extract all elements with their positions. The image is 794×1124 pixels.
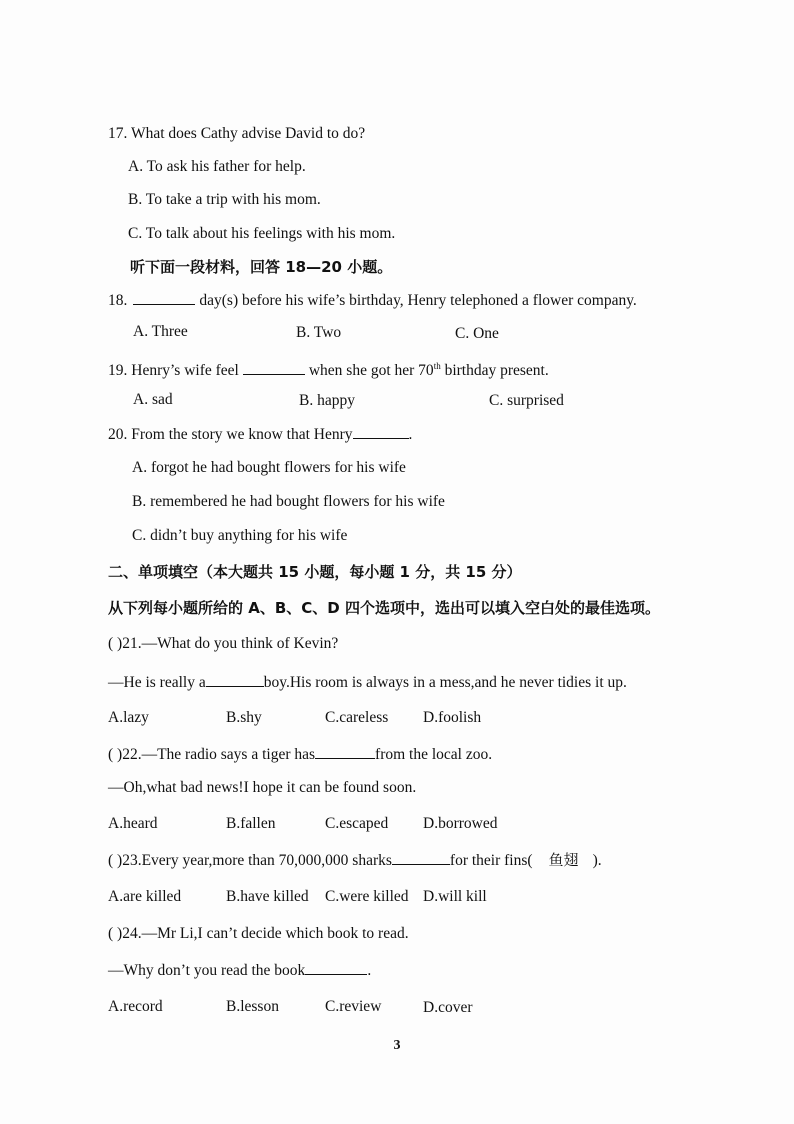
- question-19-superscript: th: [433, 361, 441, 371]
- section-2-instruction: 从下列每小题所给的 A、B、C、D 四个选项中，选出可以填入空白处的最佳选项。: [108, 599, 660, 617]
- question-18-stem: [108, 290, 637, 311]
- question-20-stem: [108, 424, 412, 445]
- section-2-heading: 二、单项填空（本大题共 15 小题，每小题 1 分，共 15 分）: [108, 563, 522, 581]
- question-24-reply-start: —Why don’t you read the book: [108, 962, 306, 979]
- question-23-text-end: for their fins(: [449, 852, 533, 869]
- question-18-option-c: C. One: [455, 325, 499, 342]
- question-23-blank: [392, 850, 450, 865]
- question-21-option-a: A.lazy: [108, 709, 149, 726]
- question-20-option-c: C. didn’t buy anything for his wife: [132, 527, 348, 544]
- question-24-reply: [108, 960, 371, 981]
- question-22-option-b: B.fallen: [226, 815, 276, 832]
- question-22-reply: —Oh,what bad news!I hope it can be found soon.: [108, 779, 417, 796]
- page-number: 3: [393, 1038, 401, 1053]
- question-24-option-c: C.review: [325, 998, 382, 1015]
- question-21-option-c: C.careless: [325, 709, 389, 726]
- question-24-text: 24.—Mr Li,I can’t decide which book to read.: [122, 925, 409, 942]
- answer-paren-22: ( ): [108, 746, 123, 763]
- question-20-blank: [353, 424, 409, 439]
- question-21-text: 21.—What do you think of Kevin?: [122, 635, 339, 652]
- question-22-stem: [108, 744, 492, 765]
- answer-paren-21: ( ): [108, 635, 123, 652]
- question-18-number: 18.: [108, 292, 128, 309]
- answer-paren-23: ( ): [108, 852, 123, 869]
- question-22-blank: [315, 744, 375, 759]
- question-17-option-c: C. To talk about his feelings with his mom.: [128, 225, 396, 242]
- question-21-reply-end: boy.His room is always in a mess,and he never tidies it up.: [263, 674, 627, 691]
- question-23-option-b: B.have killed: [226, 888, 309, 905]
- question-20-option-b: B. remembered he had bought flowers for his wife: [132, 493, 445, 510]
- question-19-option-b: B. happy: [299, 392, 355, 409]
- question-20-lead: 20. From the story we know that Henry: [108, 426, 353, 443]
- question-17-option-b: B. To take a trip with his mom.: [128, 191, 321, 208]
- question-24-option-a: A.record: [108, 998, 163, 1015]
- answer-paren-24: ( ): [108, 925, 123, 942]
- question-23-option-a: A.are killed: [108, 888, 182, 905]
- question-19-option-a: A. sad: [133, 391, 173, 408]
- question-19-text-end: birthday present.: [440, 362, 549, 380]
- listening-instruction-18-20: 听下面一段材料，回答 18—20 小题。: [130, 258, 393, 276]
- question-18-text: day(s) before his wife’s birthday, Henry telephoned a flower company.: [199, 292, 637, 309]
- question-21-reply-start: —He is really a: [108, 674, 206, 691]
- question-19-stem: [108, 356, 549, 381]
- question-23-close: ).: [592, 852, 602, 869]
- question-24-reply-end: .: [367, 962, 372, 979]
- question-18-option-a: A. Three: [133, 323, 188, 340]
- question-21-blank: [206, 672, 264, 687]
- question-18-option-b: B. Two: [296, 324, 342, 341]
- question-19-option-c: C. surprised: [489, 392, 564, 409]
- question-24-blank: [305, 960, 367, 975]
- question-22-option-a: A.heard: [108, 815, 158, 832]
- question-21-reply: [108, 672, 627, 693]
- question-24-option-d: D.cover: [423, 999, 473, 1016]
- question-17-option-a: A. To ask his father for help.: [128, 158, 306, 175]
- question-19-lead: 19. Henry’s wife feel: [108, 362, 239, 380]
- question-17-stem: 17. What does Cathy advise David to do?: [108, 125, 366, 142]
- question-23-text: 23.Every year,more than 70,000,000 sharks: [122, 852, 392, 869]
- question-21-stem: [108, 634, 338, 654]
- question-24-option-b: B.lesson: [226, 998, 279, 1015]
- question-22-text-end: from the local zoo.: [375, 746, 493, 763]
- question-22-option-c: C.escaped: [325, 815, 389, 832]
- question-23-chinese-gloss: 鱼翅: [548, 851, 579, 869]
- question-19-blank: [243, 360, 305, 375]
- question-19-text: when she got her 70: [308, 362, 434, 380]
- question-22-option-d: D.borrowed: [423, 815, 498, 832]
- question-22-text: 22.—The radio says a tiger has: [122, 746, 316, 763]
- question-21-option-b: B.shy: [226, 709, 262, 726]
- question-18-blank: [133, 290, 195, 305]
- question-21-option-d: D.foolish: [423, 709, 482, 726]
- question-20-end: .: [408, 426, 413, 443]
- question-23-option-d: D.will kill: [423, 888, 487, 905]
- question-23-option-c: C.were killed: [325, 888, 409, 905]
- question-23-stem: [108, 850, 602, 871]
- question-24-stem: [108, 924, 409, 944]
- question-20-option-a: A. forgot he had bought flowers for his wife: [132, 459, 406, 476]
